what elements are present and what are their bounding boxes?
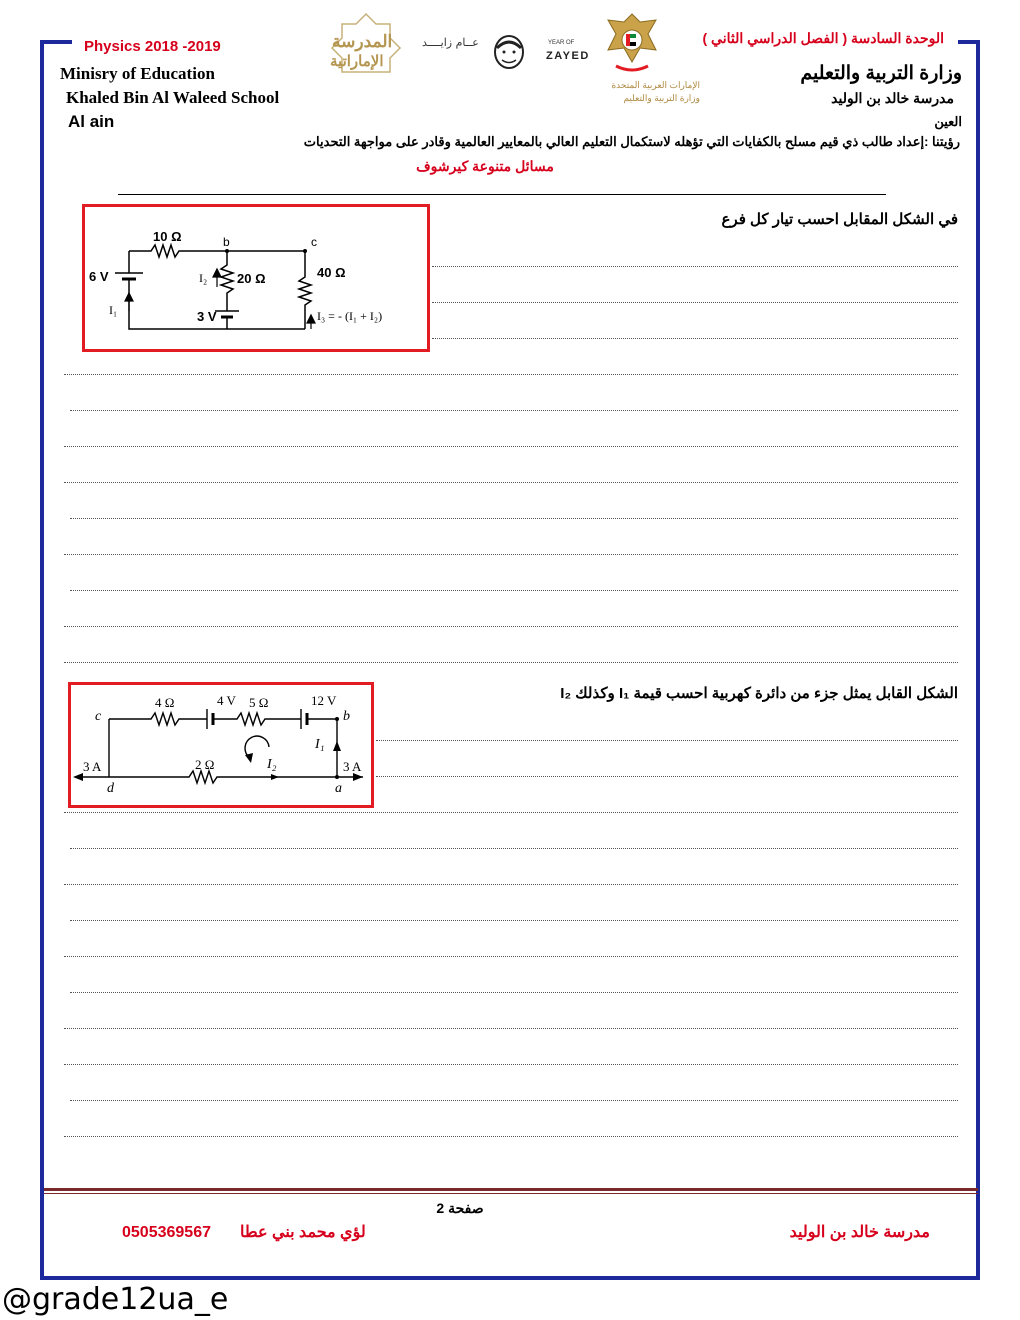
node-b-dot <box>335 717 339 721</box>
fig2-i-right-label: 3 A <box>343 759 362 774</box>
fig2-node-b: b <box>343 709 350 724</box>
answer-line[interactable] <box>376 774 958 777</box>
question-2-text: الشكل القابل يمثل جزء من دائرة كهربية احسب قيمة I₁ وكذلك I₂ <box>560 685 958 702</box>
uae-line1: الإمارات العربية المتحدة <box>611 80 700 90</box>
footer-divider <box>44 1188 978 1191</box>
header-divider <box>118 194 886 195</box>
fig1-i2-label: I₂ <box>199 271 208 285</box>
fig2-node-d: d <box>107 781 114 796</box>
school-ar: مدرسة خالد بن الوليد <box>831 90 954 106</box>
answer-line[interactable] <box>70 1098 958 1101</box>
answer-line[interactable] <box>70 846 958 849</box>
unit-title: الوحدة السادسة ( الفصل الدراسي الثاني ) <box>702 30 944 46</box>
node-b-dot <box>225 249 229 253</box>
fig2-r2-label: 5 Ω <box>249 695 269 710</box>
answer-line[interactable] <box>64 480 958 483</box>
fig2-r1-label: 4 Ω <box>155 695 175 710</box>
footer-phone: 0505369567 <box>122 1224 211 1241</box>
page-number: صفحة 2 <box>436 1200 484 1216</box>
fig2-i2-label: I₂ <box>267 757 277 772</box>
answer-line[interactable] <box>64 624 958 627</box>
fig2-v2-label: 12 V <box>311 693 337 708</box>
city-ar: العين <box>934 114 962 129</box>
uae-emblem-icon <box>600 10 664 81</box>
fig2-v1-label: 4 V <box>217 693 236 708</box>
fig2-i-left-label: 3 A <box>83 759 102 774</box>
answer-line[interactable] <box>70 990 958 993</box>
answer-line[interactable] <box>70 918 958 921</box>
fig2-node-c: c <box>95 709 102 724</box>
fig1-v2-label: 3 V <box>197 309 217 324</box>
answer-line[interactable] <box>64 954 958 957</box>
answer-line[interactable] <box>64 810 958 813</box>
fig2-r3-label: 2 Ω <box>195 757 215 772</box>
answer-line[interactable] <box>64 444 958 447</box>
answer-line[interactable] <box>70 588 958 591</box>
fig2-i1-label: I₁ <box>315 737 325 752</box>
school-en: Khaled Bin Al Waleed School <box>66 88 280 107</box>
fig1-r3-label: 40 Ω <box>317 265 346 280</box>
ministry-en: Minisry of Education <box>60 64 215 83</box>
zayed-year-ar: عــام زايــــد <box>422 36 479 49</box>
answer-line[interactable] <box>70 516 958 519</box>
fig1-r1-label: 10 Ω <box>153 229 182 244</box>
answer-line[interactable] <box>64 1062 958 1065</box>
node-c-dot <box>303 249 307 253</box>
zayed-en: ZAYED <box>546 50 590 62</box>
fig1-node-c: c <box>311 235 317 249</box>
city-en: Al ain <box>68 112 115 131</box>
answer-line[interactable] <box>64 372 958 375</box>
fig1-i3-label: I₃ = - (I₁ + I₂) <box>317 309 383 323</box>
answer-line[interactable] <box>432 336 958 339</box>
worksheet-subtitle: مسائل متنوعة كيرشوف <box>416 158 554 174</box>
footer-teacher: لؤي محمد بني عطا <box>240 1224 366 1241</box>
circuit-figure-1 <box>82 204 430 352</box>
ministry-ar: وزارة التربية والتعليم <box>800 63 962 84</box>
vision-statement: رؤيتنا :إعداد طالب ذي قيم مسلح بالكفايات التي تؤهله لاستكمال التعليم العالي بالمعايير العالمية وقادر على مواجهة التحديات <box>303 134 960 149</box>
footer-school: مدرسة خالد بن الوليد <box>789 1224 930 1241</box>
circuit-figure-2 <box>68 682 374 808</box>
answer-line[interactable] <box>64 1026 958 1029</box>
answer-line[interactable] <box>70 408 958 411</box>
answer-line[interactable] <box>64 660 958 663</box>
fig2-node-a: a <box>335 781 342 796</box>
question-1-text: في الشكل المقابل احسب تيار كل فرع <box>721 211 958 228</box>
answer-line[interactable] <box>432 264 958 267</box>
fig1-i1-label: I₁ <box>109 303 118 317</box>
footer-divider-thin <box>44 1193 978 1194</box>
frame-top-left <box>40 40 72 44</box>
school-logo: المدرسة الإماراتية <box>322 12 410 80</box>
answer-line[interactable] <box>432 300 958 303</box>
frame-top-right <box>958 40 980 44</box>
uae-line2: وزارة التربية والتعليم <box>623 93 700 103</box>
fig1-v1-label: 6 V <box>89 269 109 284</box>
answer-line[interactable] <box>64 552 958 555</box>
answer-line[interactable] <box>64 882 958 885</box>
answer-line[interactable] <box>64 1134 958 1137</box>
answer-line[interactable] <box>376 738 958 741</box>
watermark: @grade12ua_e <box>2 1282 229 1317</box>
node-a-dot <box>335 775 339 779</box>
course-label: Physics 2018 -2019 <box>84 38 221 55</box>
fig1-r2-label: 20 Ω <box>237 271 266 286</box>
zayed-portrait-icon <box>484 34 534 79</box>
fig1-node-b: b <box>223 235 230 249</box>
year-of-label: YEAR OF <box>548 40 575 46</box>
